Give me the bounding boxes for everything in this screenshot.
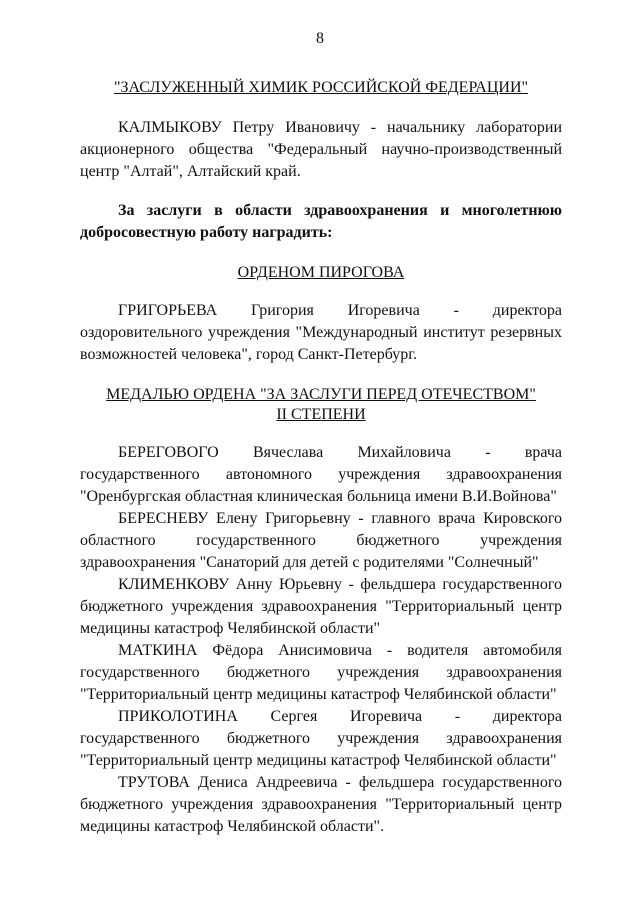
award-entry: ПРИКОЛОТИНА Сергея Игоревича - директора государственного бюджетного учреждения здравоохранения "Территориальный центр медицины катастроф Челябинской области" [80, 708, 562, 769]
section-heading-honored-chemist: "ЗАСЛУЖЕННЫЙ ХИМИК РОССИЙСКОЙ ФЕДЕРАЦИИ" [113, 79, 529, 96]
award-entry: БЕРЕГОВОГО Вячеслава Михайловича - врача государственного автономного учреждения здравоохранения "Оренбургская областная клиническая больница имени В.И.Войнова" [80, 444, 562, 505]
award-entry: ТРУТОВА Дениса Андреевича - фельдшера государственного бюджетного учреждения здравоохранения "Территориальный центр медицины катастроф Челябинской области". [80, 774, 562, 835]
award-entry: ГРИГОРЬЕВА Григория Игоревича - директора оздоровительного учреждения "Международный институт резервных возможностей человека", город Санкт-Петербург. [80, 302, 562, 363]
award-entry: МАТКИНА Фёдора Анисимовича - водителя автомобиля государственного бюджетного учреждения здравоохранения "Территориальный центр медицины катастроф Челябинской области" [80, 642, 562, 703]
page-number: 8 [316, 30, 324, 47]
decree-text: За заслуги в области здравоохранения и многолетнюю добросовестную работу наградить: [80, 202, 562, 241]
award-entry: БЕРЕСНЕВУ Елену Григорьевну - главного врача Кировского областного государственного бюджетного учреждения здравоохранения "Санаторий для детей с родителями "Солнечный" [80, 510, 562, 571]
section-heading-order-pirogov: ОРДЕНОМ ПИРОГОВА [237, 264, 405, 281]
award-entry: КАЛМЫКОВУ Петру Ивановичу - начальнику лаборатории акционерного общества "Федеральный научно-производственный центр "Алтай", Алтайский край. [80, 119, 562, 180]
section-heading-medal-line1: МЕДАЛЬЮ ОРДЕНА "ЗА ЗАСЛУГИ ПЕРЕД ОТЕЧЕСТВОМ" [106, 386, 536, 403]
award-entry: КЛИМЕНКОВУ Анну Юрьевну - фельдшера государственного бюджетного учреждения здравоохранения "Территориальный центр медицины катастроф Челябинской области" [80, 576, 562, 637]
section-heading-medal-line2: II СТЕПЕНИ [276, 406, 366, 423]
